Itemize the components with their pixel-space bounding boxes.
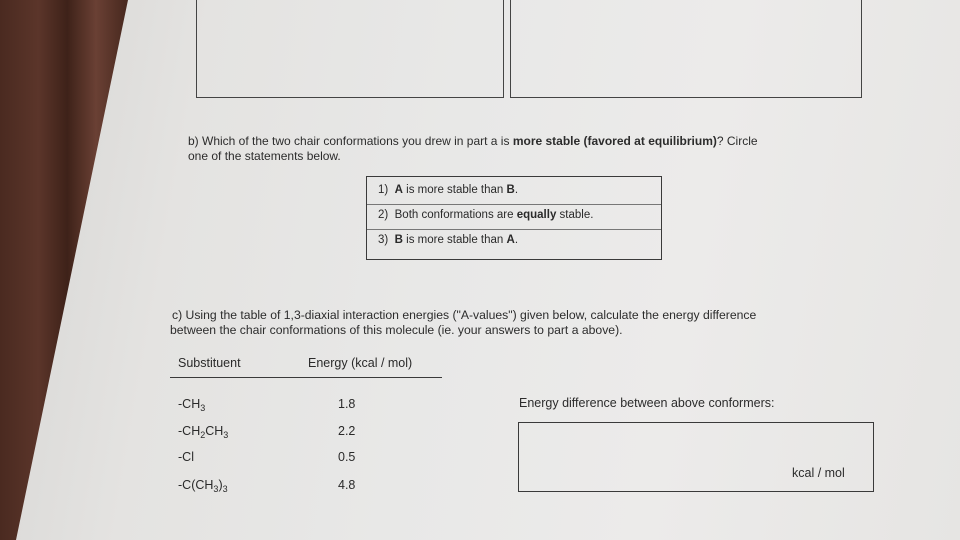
table-header-substituent: Substituent: [178, 356, 241, 370]
part-c-question-line2: between the chair conformations of this molecule (ie. your answers to part a above).: [170, 323, 623, 337]
energy-cl: 0.5: [338, 450, 356, 464]
choice-1[interactable]: [378, 184, 518, 196]
choice-3-subject: B: [394, 234, 403, 246]
drawing-box-b: [510, 0, 862, 98]
answer-label: Energy difference between above conformers:: [519, 396, 775, 410]
substituent-ch2ch3: [178, 424, 228, 438]
choice-2-bold: equally: [516, 209, 557, 221]
choice-3-text: is more stable than: [402, 234, 507, 246]
answer-unit: kcal / mol: [792, 466, 845, 480]
table-header-energy: Energy (kcal / mol): [308, 356, 413, 370]
substituent-ch3-text: -CH: [178, 397, 201, 411]
substituent-tbutyl-text-1: -C(CH: [178, 478, 214, 492]
substituent-ch3-subscript: 3: [200, 403, 206, 413]
drawing-box-a: [196, 0, 504, 98]
substituent-ch2ch3-subscript-2: 3: [223, 430, 229, 440]
substituent-ch3: [178, 397, 205, 411]
choice-2-end: stable.: [556, 209, 594, 221]
choice-2-number: 2): [378, 209, 389, 221]
choice-divider-1: [367, 204, 661, 205]
choice-2[interactable]: [378, 209, 593, 221]
part-b-line1-text: b) Which of the two chair conformations you drew in part a is: [188, 134, 513, 148]
substituent-ch2ch3-text-1: -CH: [178, 424, 201, 438]
answer-box[interactable]: [518, 422, 874, 492]
choice-1-number: 1): [378, 184, 389, 196]
choice-3-number: 3): [378, 234, 389, 246]
substituent-ch2ch3-subscript-1: 2: [200, 430, 206, 440]
substituent-tbutyl-subscript-1: 3: [213, 484, 219, 494]
substituent-ch2ch3-text-2: CH: [205, 424, 224, 438]
substituent-tbutyl: [178, 478, 228, 492]
choices-box: [366, 176, 662, 260]
choice-2-text: Both conformations are: [394, 209, 517, 221]
choice-1-object: B: [506, 184, 515, 196]
substituent-cl: [178, 450, 194, 464]
choice-1-subject: A: [394, 184, 403, 196]
energy-ch2ch3: 2.2: [338, 424, 356, 438]
energy-ch3: 1.8: [338, 397, 356, 411]
part-b-question: [188, 134, 758, 149]
substituent-tbutyl-subscript-2: 3: [222, 484, 228, 494]
part-c-question-line1: c) Using the table of 1,3-diaxial interaction energies ("A-values") given below, calculate the energy difference: [172, 308, 757, 322]
choice-divider-2: [367, 229, 661, 230]
choice-3[interactable]: [378, 234, 518, 246]
table-header-rule: [170, 377, 442, 378]
substituent-tbutyl-text-2: ): [218, 478, 223, 492]
part-b-bold-phrase: more stable (favored at equilibrium): [512, 134, 717, 148]
part-b-question-line2: one of the statements below.: [188, 149, 341, 163]
substituent-cl-text: -Cl: [178, 450, 194, 464]
choice-1-text: is more stable than: [402, 184, 507, 196]
energy-tbutyl: 4.8: [338, 478, 356, 492]
choice-1-period: .: [514, 184, 519, 196]
choice-3-object: A: [506, 234, 515, 246]
choice-3-period: .: [514, 234, 519, 246]
part-b-line1-end: ? Circle: [716, 134, 758, 148]
